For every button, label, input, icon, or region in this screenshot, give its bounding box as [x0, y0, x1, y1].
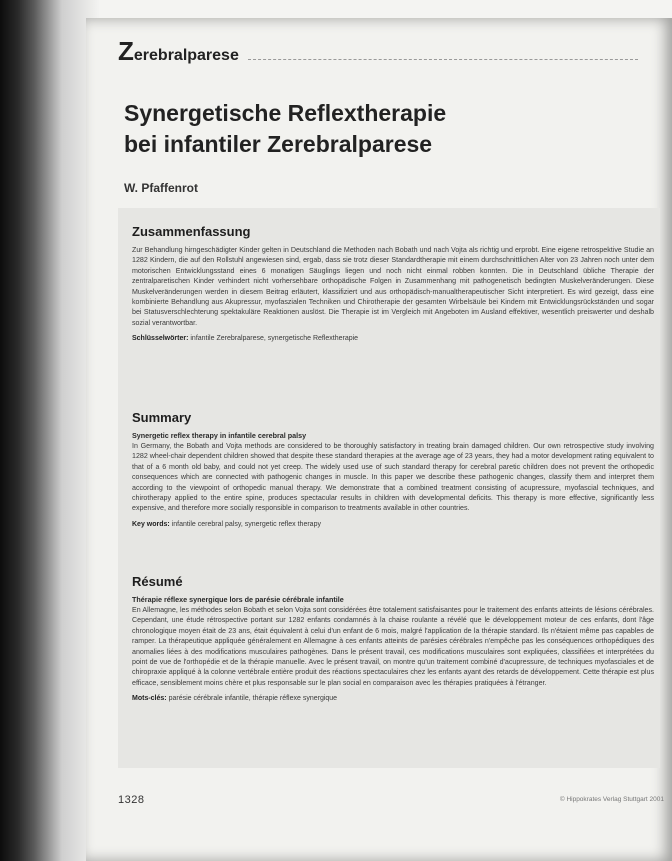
- header-rest: erebralparese: [133, 47, 239, 64]
- section-zusammenfassung: [132, 224, 654, 342]
- heading-summary: Summary: [132, 410, 192, 425]
- body-resume: En Allemagne, les méthodes selon Bobath et selon Vojta sont considérées être totalement satisfaisantes pour le traitement des enfants atteints de lésions cérébrales. Cependant, une étude rétrospective portant sur 1282 enfants condamnés à la chaise roulante a révélé que le développement moteur de ces enfants, dont l'âge chronologique moyen était de 23 ans, était équivalent à celui d'un enfant de 6 mois, malgré l'application de la thérapie standard. Ils n'étaient même pas capables de ramper. La thérapeutique appliquée généralement en Allemagne à ces enfants atteints de parésies cérébrales n'empêche pas les conséquences orthopédiques des anomalies liées à des modifications musculaires pathogènes. Dans le présent travail, ces modifications musculaires sont expliquées, classifiées et interprétées du point de vue de l'orthopédie et de la thérapie manuelle. Avec le présent travail, on montre qu'un traitement combiné d'acupressure, de techniques myofasciales et de chiropraxie appliqué à la colonne vertébrale entière produit des réactions spectaculaires chez les enfants ayant des retards de développement. Cette thérapie est plus efficace, sensiblement moins chère et plus responsable sur le plan social en comparaison avec les thérapies pratiquées à l'étranger.: [132, 606, 654, 687]
- keywords-label-en: Key words:: [132, 520, 170, 528]
- journal-section-title: [118, 36, 239, 67]
- keywords-text-de: infantile Zerebralparese, synergetische Reflextherapie: [190, 335, 359, 343]
- body-zusammenfassung: Zur Behandlung hirngeschädigter Kinder gelten in Deutschland die Methoden nach Bobath und nach Vojta als richtig und erprobt. Eine eigene retrospektive Studie an 1282 Kindern, die auf den Rollstuhl angewiesen sind, ergab, dass sie trotz dieser Standardtherapie mit einem durchschnittlichen Alter von 23 Jahren noch unter dem motorischen Entwicklungsstand eines 6 monatigen Säuglings liegen und noch nicht einmal robben konnten. Die in Deutschland übliche Therapie der zentralparetischen Kinder verhindert nicht vorhersehbare orthopädische Folgen in Zusammenhang mit pathogenetisch bedingten Muskelveränderungen. Diese Muskelveränderungen werden in diesem Beitrag erläutert, klassifiziert und aus orthopädisch-manualtherapeutischer Sicht interpretiert. Es wird gezeigt, dass eine kombinierte Behandlung aus Akupressur, myofaszialen Techniken und Chirotherapie der gesamten Wirbelsäule bei Kindern mit Entwicklungsrückständen und sogar bei Statusverschlechterung spektakuläre Reaktionen auslöst. Die Therapie ist im Vergleich mit Angeboten im Ausland effektiver, wesentlich preiswerter und deshalb sozial verantwortbar.: [132, 246, 654, 327]
- keywords-text-en: infantile cerebral palsy, synergetic reflex therapy: [171, 520, 321, 528]
- keywords-label-fr: Mots-clés:: [132, 695, 167, 703]
- header-initial: Z: [118, 36, 134, 66]
- publisher-note: © Hippokrates Verlag Stuttgart 2001: [559, 796, 664, 803]
- subtitle-resume: Thérapie réflexe synergique lors de parésie cérébrale infantile: [132, 595, 344, 604]
- page-number: 1328: [118, 794, 145, 806]
- keywords-label-de: Schlüsselwörter:: [132, 335, 189, 343]
- heading-resume: Résumé: [132, 574, 183, 589]
- article-title: [124, 98, 544, 160]
- title-line-1: Synergetische Reflextherapie: [124, 100, 447, 126]
- body-summary: In Germany, the Bobath and Vojta methods are considered to be thoroughly satisfactory in treating brain damaged children. Our own retrospective study involving 1282 wheel-chair dependent children showed that despite these standard therapies at the average age of 23 years, they had a motor development rating equivalent to that of a 6 month old baby, and could not yet creep. The widely used use of such standard therapy for cerebral paretic children does not prevent the orthopedic consequences which are connected with pathogenic changes in muscle. In this paper we describe these pathogenic changes, classify them and interpret them according to the viewpoint of orthopedic manual therapy. We demonstrate that a combined treatment consisting of acupressure, myofascial techniques, and chirotherapy applied to the entire spine, produces spectacular results in children with developmental deficits. This therapy is more effective, significantly less expensive, and therefore more socially responsible in comparison to treatments available in other countries.: [132, 442, 654, 513]
- section-resume: [132, 574, 654, 702]
- paper-page: [86, 18, 672, 861]
- title-line-2: bei infantiler Zerebralparese: [124, 131, 433, 157]
- keywords-zusammenfassung: [132, 335, 654, 342]
- journal-header: [118, 32, 638, 72]
- abstract-box: [118, 208, 660, 768]
- subtitle-summary: Synergetic reflex therapy in infantile cerebral palsy: [132, 431, 307, 440]
- heading-zusammenfassung: Zusammenfassung: [132, 224, 251, 239]
- author: W. Pfaffenrot: [124, 181, 198, 195]
- keywords-text-fr: parésie cérébrale infantile, thérapie réflexe synergique: [168, 695, 338, 703]
- section-summary: [132, 410, 654, 528]
- keywords-resume: [132, 695, 654, 702]
- keywords-summary: [132, 521, 654, 528]
- header-rule: [248, 59, 638, 60]
